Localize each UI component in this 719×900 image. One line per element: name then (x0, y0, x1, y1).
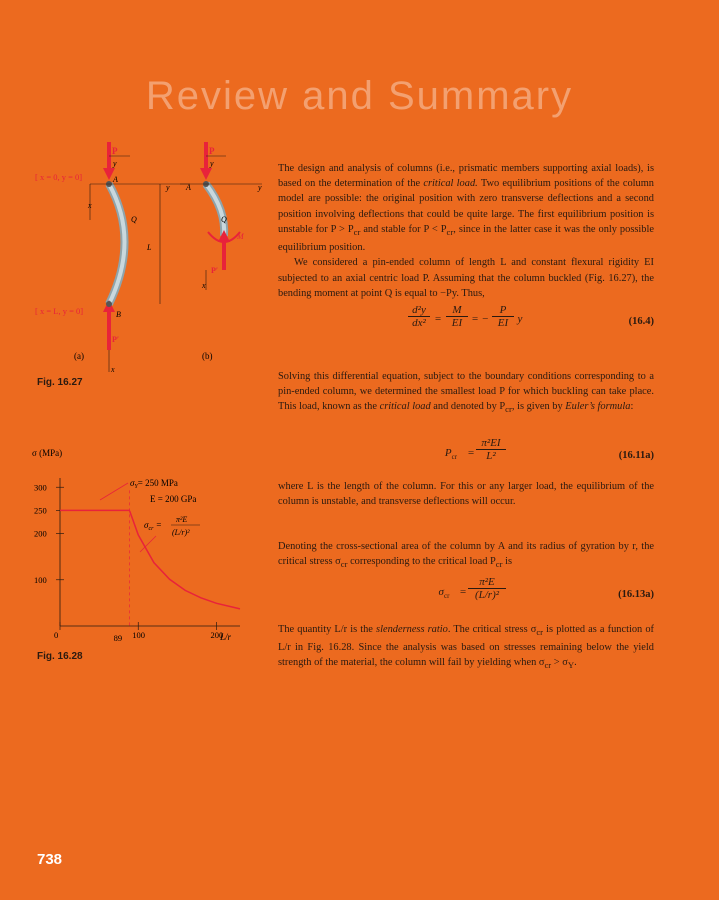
label-sub-a: (a) (74, 351, 84, 361)
x-tick-label: 200 (210, 630, 224, 640)
leader-sigma-y (100, 483, 128, 500)
annot-sigma-y: $\sigma_Y= 250$ MPa (130, 478, 178, 490)
y-axis-label: σ (MPa) (32, 448, 63, 458)
equation-16-11a: $P_{cr}$ = $\frac{\text{π²EI}}{\text{L²}}$ (16.11a) (444, 437, 654, 462)
equation-number-16-13a: (16.13a) (618, 589, 654, 600)
equation-16-13a: $\sigma_{cr}$ = $\frac{\text{π²E}}{\text{(L/r)²}}$ (16.13a) (438, 576, 654, 601)
annot-formula-lhs: $\sigma_{cr}$ = (144, 520, 162, 532)
leader-formula (140, 536, 156, 552)
fig-16-28-caption: Fig. 16.28 (37, 651, 83, 662)
equation-16-4: $\frac{\text{d²y}}{\text{dx²}}$ = $\frac{M}{EI}$ = − $\frac{P}{EI}$ y (16.4) (278, 304, 654, 344)
label-P-a: P (112, 146, 118, 156)
annot-E: E = 200 GPa (150, 494, 197, 504)
fig-16-27-caption: Fig. 16.27 (37, 377, 83, 388)
x-axis-label: L/r (220, 632, 232, 642)
figure-16-28-chart (30, 440, 250, 650)
label-x-a: x (88, 201, 92, 210)
label-Pprime-b: P′ (211, 266, 219, 275)
label-y-axis-a: y (166, 183, 170, 192)
label-y-b: y (210, 159, 214, 168)
label-A-b: A (186, 183, 191, 192)
y-tick-label: 200 (34, 528, 47, 539)
label-x-bottom-a: x (111, 365, 115, 374)
paragraph-1: The design and analysis of columns (i.e., prismatic members supporting axial loads), is based on the determination of the critical load. Two equilibrium positions of the column model are possible: the original position with zero transverse deflections and a second position involving deflections that could be quite large. The first equilibrium position is unstable for $P > P_{cr}$ and stable for $P < P_{cr}$, since in the latter case it was the only possible equilibrium position. We considered a pin-ended column of length L and constant flexural rigidity EI subjected to an axial centric load P. Assuming that the column buckled (Fig. 16.27), the bending moment at point Q is equal to −Py. Thus, (278, 161, 654, 301)
paragraph-5: Denoting the cross-sectional area of the column by A and its radius of gyration by r, the critical stress $\sigma_{cr}$ corresponding to the critical load $P_{cr}$ is (278, 541, 654, 570)
annot-formula-num: π²E (176, 515, 188, 524)
y-tick-label: 100 (34, 574, 47, 585)
equation-number-16-4: (16.4) (628, 316, 654, 327)
label-A-a: A (113, 175, 118, 184)
label-y-a: y (113, 159, 117, 168)
label-P-b: P (209, 146, 215, 156)
x-tick-label: 100 (132, 630, 146, 640)
label-y-axis-b: y (258, 183, 262, 192)
section-title: Review and Summary (145, 74, 574, 118)
label-sub-b: (b) (202, 351, 213, 361)
label-M: M (237, 232, 244, 241)
paragraph-6: The quantity L/r is the slenderness ratio. The critical stress $\sigma_{cr}$ is plotted as a function of L/r in Fig. 16.28. Since the analysis was based on stresses remaining below the yield strength of the material, the column will fail by yielding when $\sigma_{cr} > \sigma_Y$. (278, 624, 654, 671)
label-Q-b: Q (221, 215, 227, 224)
paragraph-3: Solving this differential equation, subject to the boundary conditions corresponding to a pin-ended column, we determined the smallest load P for which buckling can take place. This load, known as the critical load and denoted by $P_{cr}$, is given by Euler’s formula: (278, 371, 654, 415)
label-B: B (116, 310, 121, 319)
paragraph-2: We considered a pin-ended column of length L and constant flexural rigidity EI subjected to an axial centric load P. Assuming that the column buckled (Fig. 16.27), the bending moment at point Q is equal to −Py. Thus, (278, 257, 654, 299)
transition-label: 89 (113, 633, 123, 643)
equation-number-16-11a: (16.11a) (618, 450, 654, 461)
paragraph-4: where L is the length of the column. For this or any larger load, the equilibrium of the column is unstable, and transverse deflections will occur. (278, 481, 654, 508)
x-tick-label: 0 (54, 630, 59, 640)
figure-16-27 (30, 140, 270, 380)
label-bc-top: [ x = 0, y = 0] (35, 172, 83, 182)
y-tick-label: 250 (34, 505, 47, 516)
label-bc-bottom: [ x = L, y = 0] (35, 306, 84, 316)
label-Q-a: Q (131, 215, 137, 224)
page-number: 738 (37, 851, 63, 868)
annot-formula-den: (L/r)² (172, 528, 190, 537)
label-L: L (147, 243, 152, 252)
label-x-b: x (202, 281, 206, 290)
y-tick-label: 300 (34, 482, 47, 493)
label-Pprime-a: P′ (112, 335, 120, 344)
